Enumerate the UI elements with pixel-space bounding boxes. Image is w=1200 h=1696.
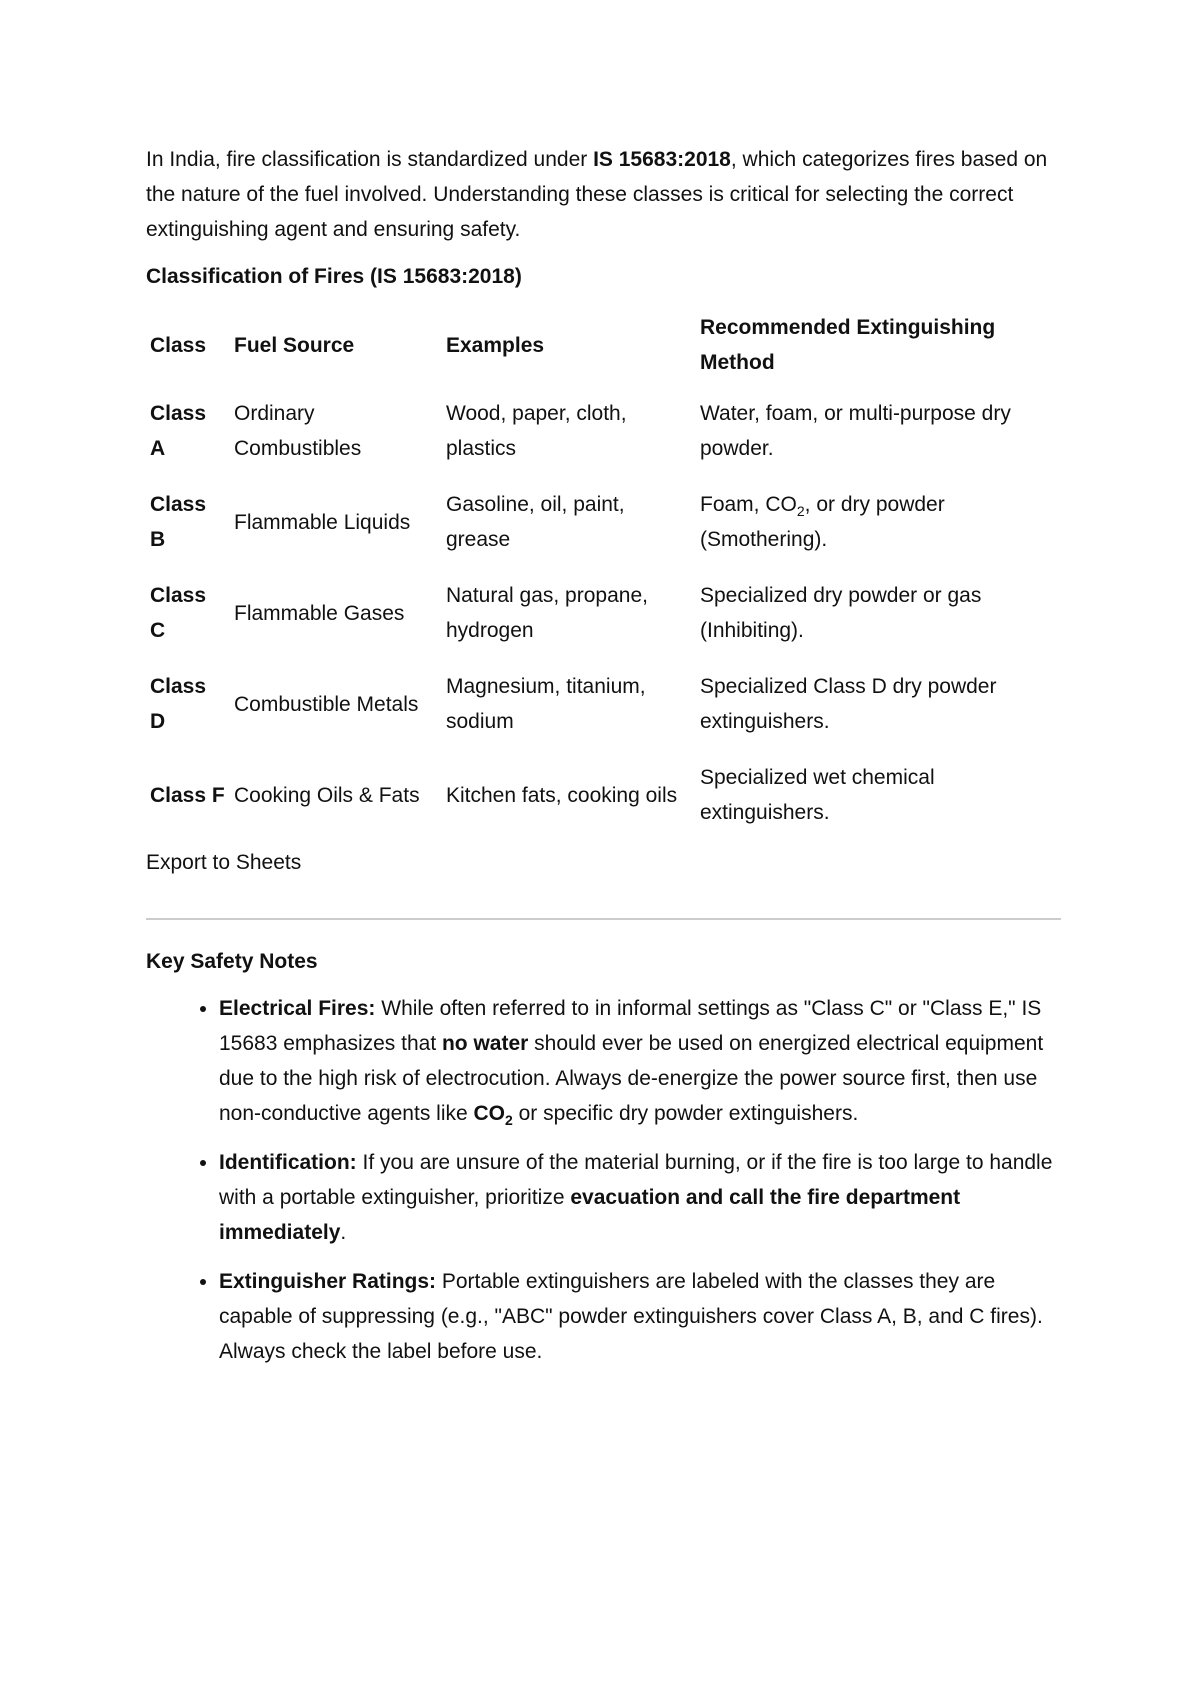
cell-examples: Gasoline, oil, paint, grease xyxy=(446,493,625,551)
table-title: Classification of Fires (IS 15683:2018) xyxy=(146,265,522,288)
table-row xyxy=(146,487,1061,578)
method-text: Foam, CO xyxy=(700,493,797,516)
standard-reference: IS 15683:2018 xyxy=(593,148,731,171)
subscript: 2 xyxy=(505,1112,513,1129)
table-row xyxy=(146,669,1061,760)
list-item xyxy=(219,991,1061,1131)
note-emphasis xyxy=(473,1102,513,1129)
intro-paragraph xyxy=(146,142,1061,247)
table-row xyxy=(146,760,1061,851)
divider xyxy=(146,918,1061,920)
header-method: Recommended Extinguishing Method xyxy=(700,316,996,374)
header-fuel-source: Fuel Source xyxy=(234,333,355,357)
note-text: Portable extinguishers are labeled with the classes they are capable of suppressing (e.g., "ABC" powder extinguishers cover Class A, B, and C fires). Always check the label before use. xyxy=(219,1270,1043,1363)
intro-text-end: , which categorizes fires based on the nature of the fuel involved. Understanding these classes is critical for selecting the correct extinguishing agent and ensuring safety. xyxy=(146,148,1048,241)
cell-fuel-source: Combustible Metals xyxy=(234,692,419,716)
note-text: or specific dry powder extinguishers. xyxy=(512,1102,859,1125)
cell-class: Class B xyxy=(150,493,207,551)
list-item xyxy=(219,1145,1061,1250)
cell-class: Class F xyxy=(150,783,225,807)
cell-fuel-source: Flammable Gases xyxy=(234,601,405,625)
note-label: Identification: xyxy=(219,1151,357,1174)
method-text: , or dry powder (Smothering). xyxy=(700,493,945,551)
note-text: should ever be used on energized electrical equipment due to the high risk of electrocution. Always de-energize the power source first, then use non-conductive agents like xyxy=(219,1032,1044,1125)
note-text: If you are unsure of the material burning, or if the fire is too large to handle with a portable extinguisher, prioritize xyxy=(219,1151,1053,1209)
cell-method: Specialized wet chemical extinguishers. xyxy=(700,766,935,824)
document-page xyxy=(146,142,1061,1383)
note-label: Electrical Fires: xyxy=(219,997,376,1020)
cell-method: Specialized dry powder or gas (Inhibiting). xyxy=(700,584,982,642)
cell-fuel-source: Flammable Liquids xyxy=(234,510,411,534)
cell-method: Water, foam, or multi-purpose dry powder. xyxy=(700,402,1011,460)
table-header-row xyxy=(146,310,1061,396)
cell-class: Class D xyxy=(150,675,207,733)
co2-text: CO xyxy=(473,1102,505,1125)
note-emphasis: no water xyxy=(441,1032,529,1055)
cell-examples: Natural gas, propane, hydrogen xyxy=(446,584,648,642)
cell-class: Class A xyxy=(150,402,207,460)
header-examples: Examples xyxy=(446,333,545,357)
intro-text-start: In India, fire classification is standardized under xyxy=(146,148,594,171)
cell-fuel-source: Cooking Oils & Fats xyxy=(234,783,420,807)
cell-fuel-source: Ordinary Combustibles xyxy=(234,402,362,460)
cell-examples: Magnesium, titanium, sodium xyxy=(446,675,646,733)
note-text: While often referred to in informal settings as "Class C" or "Class E," IS 15683 emphasizes that xyxy=(219,997,1042,1055)
header-class: Class xyxy=(150,333,207,357)
table-row xyxy=(146,578,1061,669)
cell-examples: Wood, paper, cloth, plastics xyxy=(446,402,627,460)
list-item xyxy=(219,1264,1061,1369)
safety-notes-list xyxy=(146,991,1061,1369)
cell-examples: Kitchen fats, cooking oils xyxy=(446,783,678,807)
cell-method: Specialized Class D dry powder extinguishers. xyxy=(700,675,997,733)
cell-method xyxy=(696,487,1061,578)
note-label: Extinguisher Ratings: xyxy=(219,1270,437,1293)
table-row xyxy=(146,396,1061,487)
note-emphasis: evacuation and call the fire department immediately xyxy=(219,1186,961,1244)
note-text: . xyxy=(340,1221,347,1244)
fire-classification-table xyxy=(146,310,1061,851)
notes-title: Key Safety Notes xyxy=(146,950,318,973)
subscript: 2 xyxy=(796,503,805,520)
export-to-sheets-link[interactable]: Export to Sheets xyxy=(146,851,302,874)
cell-class: Class C xyxy=(150,584,207,642)
